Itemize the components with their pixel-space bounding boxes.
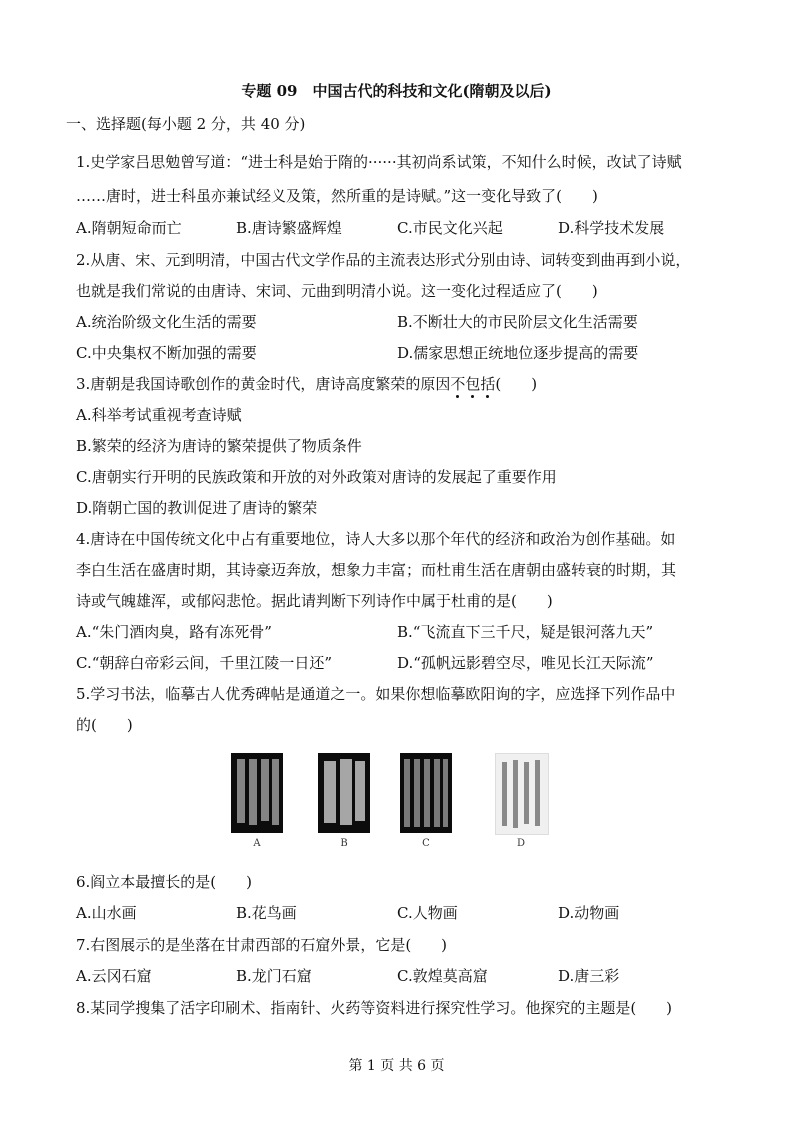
question-3-stem-text: 3.唐朝是我国诗歌创作的黄金时代，唐诗高度繁荣的原因 [76,375,451,393]
calligraphy-sample-b [318,753,370,833]
calligraphy-figure [223,745,578,857]
question-2-option-c: C.中央集权不断加强的需要 [76,344,257,362]
calligraphy-sample-a [231,753,283,833]
question-5-stem-line2: 的( ) [76,716,133,734]
question-6-option-b: B.花鸟画 [236,904,297,922]
question-1-option-d: D.科学技术发展 [558,219,665,237]
question-2-option-b: B.不断壮大的市民阶层文化生活需要 [397,313,638,331]
question-6-stem: 6.阎立本最擅长的是( ) [76,873,253,891]
question-3-stem-paren: ( ) [495,375,538,393]
question-8-stem: 8.某同学搜集了活字印刷术、指南针、火药等资料进行探究性学习。他探究的主题是( ) [76,999,673,1017]
question-7-option-b: B.龙门石窟 [236,967,312,985]
question-4-stem-line2: 李白生活在盛唐时期，其诗豪迈奔放，想象力丰富；而杜甫生活在唐朝由盛转衰的时期，其 [76,561,677,579]
question-3-option-a: A.科举考试重视考查诗赋 [76,406,242,424]
question-2-option-d: D.儒家思想正统地位逐步提高的需要 [397,344,639,362]
question-7-stem: 7.右图展示的是坐落在甘肃西部的石窟外景，它是( ) [76,936,448,954]
question-6-option-d: D.动物画 [558,904,620,922]
question-4-option-c: C.“朝辞白帝彩云间，千里江陵一日还” [76,654,333,672]
question-4-stem-line3: 诗或气魄雄浑，或郁闷悲怆。据此请判断下列诗作中属于杜甫的是( ) [76,592,553,610]
calligraphy-sample-d [495,753,549,835]
emphasis-char-3: 括 [480,375,496,393]
question-7-option-d: D.唐三彩 [558,967,620,985]
question-2-stem-line2: 也就是我们常说的由唐诗、宋词、元曲到明清小说。这一变化过程适应了( ) [76,282,598,300]
figure-label-b: B [340,838,348,849]
question-4-stem-line1: 4.唐诗在中国传统文化中占有重要地位，诗人大多以那个年代的经济和政治为创作基础。如 [76,530,676,548]
page-footer: 第 1 页 共 6 页 [348,1058,445,1074]
question-7-option-a: A.云冈石窟 [76,967,152,985]
question-3-option-c: C.唐朝实行开明的民族政策和开放的对外政策对唐诗的发展起了重要作用 [76,468,557,486]
page-title: 专题 09 中国古代的科技和文化(隋朝及以后) [241,82,552,100]
question-4-option-b: B.“飞流直下三千尺，疑是银河落九天” [397,623,654,641]
question-6-option-c: C.人物画 [397,904,458,922]
question-1-option-c: C.市民文化兴起 [397,219,503,237]
question-1-option-b: B.唐诗繁盛辉煌 [236,219,342,237]
question-3-option-d: D.隋朝亡国的教训促进了唐诗的繁荣 [76,499,318,517]
question-1-stem-line2: ……唐时，进士科虽亦兼试经义及策，然所重的是诗赋。”这一变化导致了( ) [76,187,598,205]
question-3-stem [76,374,537,394]
question-4-option-a: A.“朱门酒肉臭，路有冻死骨” [76,623,272,641]
question-6-option-a: A.山水画 [76,904,137,922]
question-4-option-d: D.“孤帆远影碧空尽，唯见长江天际流” [397,654,654,672]
question-3-option-b: B.繁荣的经济为唐诗的繁荣提供了物质条件 [76,437,362,455]
emphasis-char-1: 不 [450,375,466,393]
question-2-stem-line1: 2.从唐、宋、元到明清，中国古代文学作品的主流表达形式分别由诗、词转变到曲再到小说， [76,251,691,269]
figure-label-a: A [253,838,261,849]
question-1-option-a: A.隋朝短命而亡 [76,219,182,237]
section-heading: 一、选择题(每小题 2 分，共 40 分) [66,115,306,133]
figure-label-d: D [516,838,526,849]
question-5-stem-line1: 5.学习书法，临摹古人优秀碑帖是通道之一。如果你想临摹欧阳询的字，应选择下列作品中 [76,685,676,703]
question-2-option-a: A.统治阶级文化生活的需要 [76,313,257,331]
emphasis-char-2: 包 [465,375,481,393]
question-1-stem-line1: 1.史学家吕思勉曾写道：“进士科是始于隋的······其初尚系试策，不知什么时候，改试了诗赋 [76,153,682,171]
question-7-option-c: C.敦煌莫高窟 [397,967,488,985]
calligraphy-sample-c [400,753,452,833]
figure-label-c: C [422,838,430,849]
